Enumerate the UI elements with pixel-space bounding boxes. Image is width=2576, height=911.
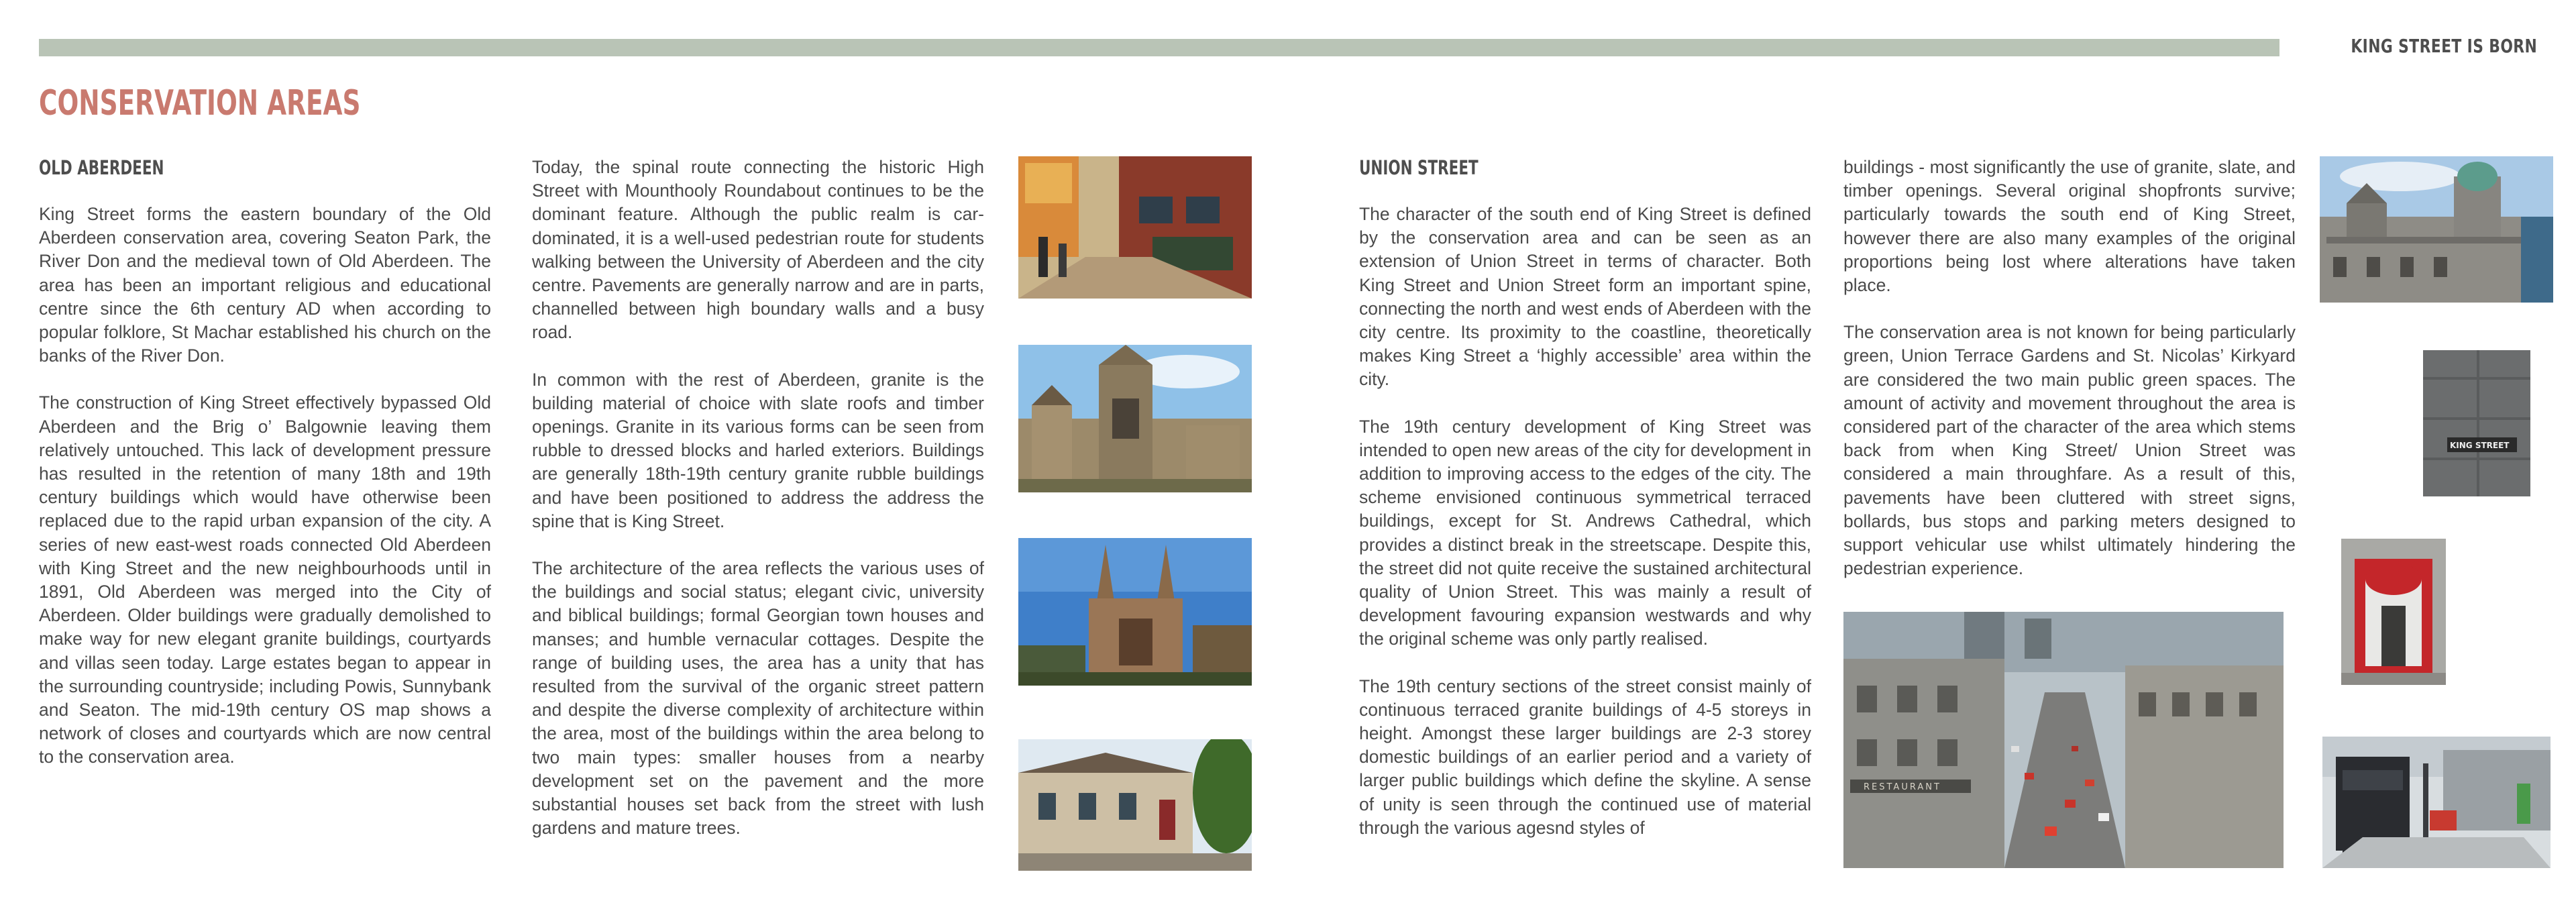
union-street-column-2 [1843,156,2296,604]
paragraph: The 19th century development of King Street was intended to open new areas of the city for development in addition to improving access to the edges of the city. The scheme envisioned continuous symmetrical terraced buildings, except for St. Andrews Cathedral, which provides a distinct break in the streetscape. Despite this, the street did not quite receive the sustained architectural quality of Union Street. This was mainly a result of development favouring expansion westwards and why the original scheme was only partly realised. [1359,416,1811,649]
photo-street-furniture [2322,737,2551,868]
paragraph: King Street forms the eastern boundary of the Old Aberdeen conservation area, covering Seaton Park, the River Don and the medieval town of Old Aberdeen. The area has been an important religious and educational centre since the 6th century AD when according to popular folklore, St Machar established his church on the banks of the River Don. [39,204,491,366]
section-heading-union-street: UNION STREET [1359,156,1479,179]
paragraph: The 19th century sections of the street consist mainly of continuous terraced granite buildings of 4-5 storeys in height. Amongst these larger buildings are 2-3 storey domestic buildings of an earlier period and a variety of larger public buildings which define the skyline. A sense of unity is seen through the continued use of material through the various agesnd styles of [1359,676,1811,838]
photo-high-street [1018,156,1252,299]
old-aberdeen-column-1 [39,203,491,793]
photo-st-machar-cathedral [1018,538,1252,686]
paragraph: The architecture of the area reflects the various uses of the buildings and social status; elegant civic, university and biblical buildings; formal Georgian town houses and manses; and humble vernacular cottages. Despite the range of building uses, the area has a unity that has resulted from the survival of the organic street pattern and despite the diverse complexity of architecture within the area, most of the buildings within the area belong to two main types: smaller houses from a nearby development set on the pavement and the more substantial houses set back from the street with lush gardens and mature trees. [532,558,984,839]
page-title: CONSERVATION AREAS [39,83,361,123]
paragraph: buildings - most significantly the use of granite, slate, and timber openings. Several original shopfronts survive; particularly towards the south end of King Street, however there are also many examples of the original proportions being lost where alterations have taken place. [1843,157,2296,296]
photo-red-shopfront [2341,539,2446,685]
king-street-sign-text: KING STREET [2450,441,2510,450]
section-heading-old-aberdeen: OLD ABERDEEN [39,156,164,179]
restaurant-sign-text: RESTAURANT [1864,782,1941,792]
old-aberdeen-column-2 [532,156,984,863]
paragraph: The construction of King Street effectively bypassed Old Aberdeen and the Brig o’ Balgownie leaving them relatively untouched. This lack of development pressure has resulted in the retention of many 18th and 19th century buildings which would have otherwise been replaced due to the rapid urban expansion of the city. A series of new east-west roads connected Old Aberdeen with King Street and the new neighbourhoods until in 1891, Old Aberdeen was merged into the City of Aberdeen. Older buildings were gradually demolished to make way for new elegant granite buildings, courtyards and villas seen today. Large estates began to appear in the surrounding countryside; including Powis, Sunnybank and Seaton. The mid-19th century OS map shows a network of closes and courtyards which are now central to the conservation area. [39,392,491,767]
paragraph: The character of the south end of King Street is defined by the conservation area and can be seen as an extension of Union Street in terms of character. Both King Street and Union Street form an important spine, connecting the north and west ends of Aberdeen with the city centre. Its proximity to the coastline, theoretically makes King Street a ‘highly accessible’ area within the city. [1359,204,1811,390]
paragraph: The conservation area is not known for being particularly green, Union Terrace Gardens and St. Nicolas’ Kirkyard are considered the two main public green spaces. The amount of activity and movement throughout the area is considered part of the character of the area which stems back from when King Street/ Union Street was considered a main throughfare. As a result of this, pavements have been cluttered with street signs, bollards, bus stops and parking meters designed to support vehicular use whilst ultimately hindering the pedestrian experience. [1843,322,2296,579]
photo-kings-college-chapel [1018,345,1252,492]
photo-king-street-sign [2423,350,2530,496]
photo-union-street-view [1843,612,2284,868]
photo-union-street-buildings [2320,156,2553,303]
paragraph: Today, the spinal route connecting the historic High Street with Mounthooly Roundabout continues to be the dominant feature. Although the public realm is car-dominated, it is a well-used pedestrian route for students walking between the University of Aberdeen and the city centre. Pavements are generally narrow and are in parts, channelled between high boundary walls and a busy road. [532,157,984,343]
union-street-column-1 [1359,203,1811,863]
photo-cottages [1018,739,1252,871]
running-head: KING STREET IS BORN [2351,35,2537,57]
paragraph: In common with the rest of Aberdeen, granite is the building material of choice with slate roofs and timber openings. Granite in its various forms can be seen from rubble to dressed blocks and harled exteriors. Buildings are generally 18th-19th century granite rubble buildings and have been positioned to address the address the spine that is King Street. [532,369,984,531]
header-accent-bar [39,39,2279,56]
